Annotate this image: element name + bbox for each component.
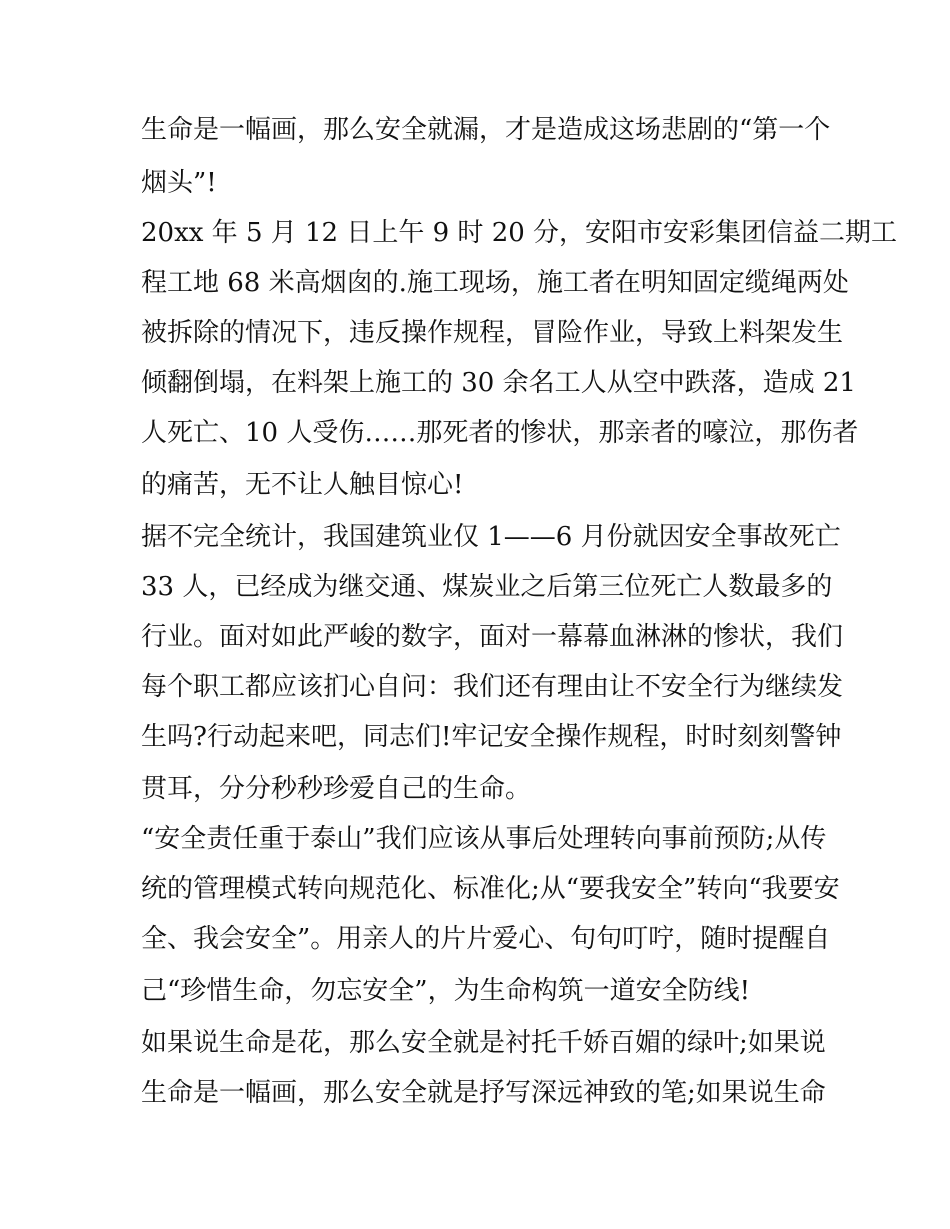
text-line: “安全责任重于泰山”我们应该从事后处理转向事前预防;从传 <box>141 824 827 854</box>
text-line: 烟头”! <box>141 168 217 198</box>
text-line: 生吗?行动起来吧，同志们!牢记安全操作规程，时时刻刻警钟 <box>141 722 842 752</box>
text-line: 据不完全统计，我国建筑业仅 1——6 月份就因安全事故死亡 <box>141 522 841 552</box>
text-line: 生命是一幅画，那么安全就是抒写深远神致的笔;如果说生命 <box>141 1078 826 1108</box>
text-line: 行业。面对如此严峻的数字，面对一幕幕血淋淋的惨状，我们 <box>141 622 844 652</box>
text-line: 生命是一幅画，那么安全就漏，才是造成这场悲剧的“第一个 <box>141 115 831 145</box>
text-line: 被拆除的情况下，违反操作规程，冒险作业，导致上料架发生 <box>141 318 844 348</box>
text-line: 20xx 年 5 月 12 日上午 9 时 20 分，安阳市安彩集团信益二期工 <box>141 218 898 248</box>
text-line: 贯耳，分分秒秒珍爱自己的生命。 <box>141 774 532 804</box>
text-line: 统的管理模式转向规范化、标准化;从“要我安全”转向“我要安 <box>141 874 840 904</box>
text-line: 人死亡、10 人受伤……那死者的惨状，那亲者的嚎泣，那伤者 <box>141 418 859 448</box>
text-line: 如果说生命是花，那么安全就是衬托千娇百媚的绿叶;如果说 <box>141 1028 826 1058</box>
text-line: 每个职工都应该扪心自问：我们还有理由让不安全行为继续发 <box>141 672 844 702</box>
text-line: 的痛苦，无不让人触目惊心! <box>141 470 464 500</box>
text-line: 全、我会安全”。用亲人的片片爱心、句句叮咛，随时提醒自 <box>141 924 831 954</box>
text-line: 己“珍惜生命，勿忘安全”，为生命构筑一道安全防线! <box>141 976 751 1006</box>
text-line: 程工地 68 米高烟囱的.施工现场，施工者在明知固定缆绳两处 <box>141 268 849 298</box>
text-line: 33 人，已经成为继交通、煤炭业之后第三位死亡人数最多的 <box>141 572 833 602</box>
text-line: 倾翻倒塌，在料架上施工的 30 余名工人从空中跌落，造成 21 <box>141 368 856 398</box>
